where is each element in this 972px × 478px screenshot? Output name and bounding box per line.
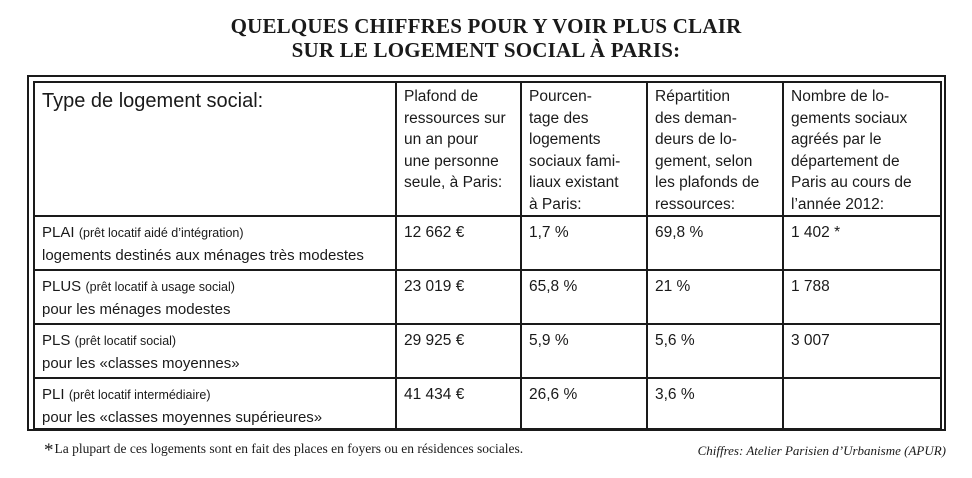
housing-code-description: (prêt locatif intermédiaire) bbox=[68, 388, 211, 402]
header-type-label: Type de logement social: bbox=[42, 90, 264, 112]
row-type-cell bbox=[34, 324, 396, 378]
header-cell-repartition bbox=[647, 82, 783, 216]
row-plafond-cell bbox=[396, 216, 521, 270]
row-pourcentage-cell bbox=[521, 324, 647, 378]
row-nombre-cell bbox=[783, 216, 941, 270]
row-plafond-cell bbox=[396, 378, 521, 429]
row-pourcentage-cell bbox=[521, 378, 647, 429]
row-type-cell bbox=[34, 378, 396, 429]
repartition-value: 3,6 % bbox=[655, 386, 695, 403]
pourcentage-value: 5,9 % bbox=[529, 332, 569, 349]
housing-audience: pour les ménages modestes bbox=[42, 300, 231, 318]
row-nombre-cell bbox=[783, 378, 941, 429]
housing-code-description: (prêt locatif aidé d’intégration) bbox=[78, 226, 244, 240]
repartition-value: 21 % bbox=[655, 278, 691, 295]
row-repartition-cell bbox=[647, 216, 783, 270]
table-row-plus bbox=[34, 270, 941, 324]
row-repartition-cell bbox=[647, 378, 783, 429]
plafond-value: 29 925 € bbox=[404, 332, 465, 349]
header-plafond-label: Plafond de ressources sur un an pour une personne seule, à Paris: bbox=[404, 88, 506, 191]
table-row-pli bbox=[34, 378, 941, 429]
housing-code: PLS bbox=[42, 332, 71, 349]
page-title bbox=[0, 14, 972, 62]
pourcentage-value: 65,8 % bbox=[529, 278, 578, 295]
row-plafond-cell bbox=[396, 324, 521, 378]
housing-audience: pour les «classes moyennes» bbox=[42, 354, 240, 372]
row-type-cell bbox=[34, 216, 396, 270]
repartition-value: 5,6 % bbox=[655, 332, 695, 349]
header-repartition-label: Répartition des deman- deurs de lo- gement, selon les plafonds de ressources: bbox=[655, 88, 760, 213]
housing-code: PLUS bbox=[42, 278, 82, 295]
header-cell-nombre bbox=[783, 82, 941, 216]
row-type-cell bbox=[34, 270, 396, 324]
table-row-pls bbox=[34, 324, 941, 378]
table-header-row bbox=[34, 82, 941, 216]
title-line-2: SUR LE LOGEMENT SOCIAL À PARIS: bbox=[291, 38, 681, 62]
footnote-marker: * bbox=[44, 440, 54, 461]
header-pourcentage-label: Pourcen- tage des logements sociaux fami- liaux existant à Paris: bbox=[529, 88, 621, 213]
plafond-value: 41 434 € bbox=[404, 386, 465, 403]
housing-audience: logements destinés aux ménages très modestes bbox=[42, 246, 364, 264]
source-credit: Chiffres: Atelier Parisien d’Urbanisme (APUR) bbox=[697, 443, 946, 458]
row-repartition-cell bbox=[647, 270, 783, 324]
nombre-value: 1 402 * bbox=[791, 224, 841, 241]
housing-code-description: (prêt locatif à usage social) bbox=[85, 280, 235, 294]
title-line-1: QUELQUES CHIFFRES POUR Y VOIR PLUS CLAIR bbox=[230, 14, 742, 38]
row-pourcentage-cell bbox=[521, 216, 647, 270]
header-nombre-label: Nombre de lo- gements sociaux agréés par le département de Paris au cours de l’année 2012: bbox=[791, 88, 912, 213]
table-row-plai bbox=[34, 216, 941, 270]
nombre-value: 1 788 bbox=[791, 278, 830, 295]
housing-code-description: (prêt locatif social) bbox=[74, 334, 177, 348]
housing-audience: pour les «classes moyennes supérieures» bbox=[42, 408, 323, 426]
pourcentage-value: 1,7 % bbox=[529, 224, 569, 241]
nombre-value: 3 007 bbox=[791, 332, 830, 349]
header-cell-pourcentage bbox=[521, 82, 647, 216]
plafond-value: 23 019 € bbox=[404, 278, 465, 295]
header-cell-type bbox=[34, 82, 396, 216]
row-nombre-cell bbox=[783, 324, 941, 378]
row-pourcentage-cell bbox=[521, 270, 647, 324]
repartition-value: 69,8 % bbox=[655, 224, 704, 241]
header-cell-plafond bbox=[396, 82, 521, 216]
row-nombre-cell bbox=[783, 270, 941, 324]
plafond-value: 12 662 € bbox=[404, 224, 465, 241]
housing-code: PLI bbox=[42, 386, 65, 403]
housing-code: PLAI bbox=[42, 224, 75, 241]
row-plafond-cell bbox=[396, 270, 521, 324]
row-repartition-cell bbox=[647, 324, 783, 378]
pourcentage-value: 26,6 % bbox=[529, 386, 578, 403]
footnote bbox=[44, 440, 523, 460]
social-housing-table bbox=[33, 81, 942, 430]
footnote-text: La plupart de ces logements sont en fait des places en foyers ou en résidences sociales. bbox=[54, 441, 524, 456]
